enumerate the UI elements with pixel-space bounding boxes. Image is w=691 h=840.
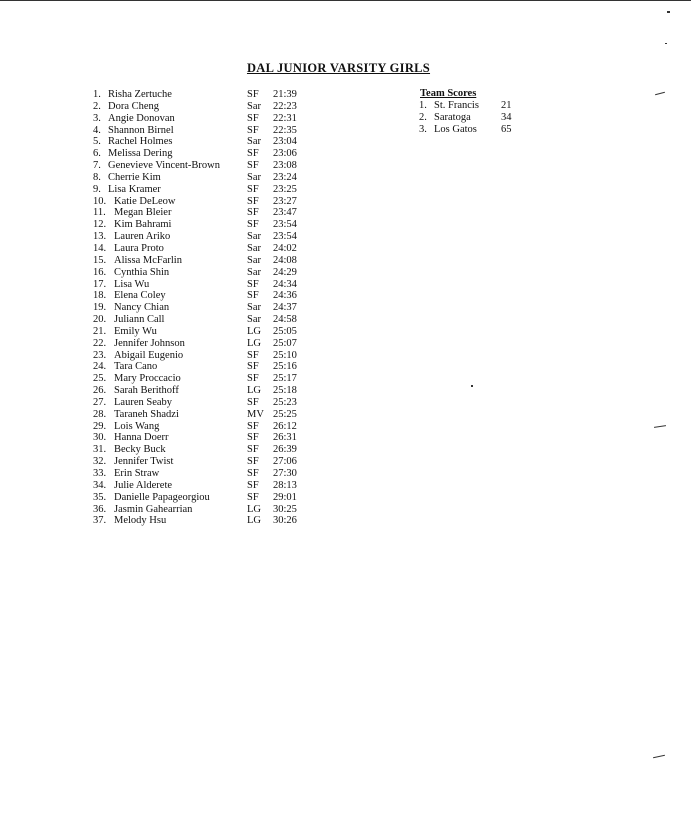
runner-name: Alissa McFarlin — [114, 254, 182, 266]
runner-name: Jennifer Twist — [114, 456, 174, 468]
runner-name: Cherrie Kim — [108, 171, 161, 183]
page-top-edge — [0, 0, 691, 1]
runner-team: SF — [247, 278, 259, 290]
runner-time: 24:02 — [273, 242, 297, 254]
result-place: 33. — [93, 468, 107, 479]
runner-time: 30:25 — [273, 503, 297, 515]
team-score-points: 34 — [501, 112, 512, 123]
runner-team: SF — [247, 396, 259, 408]
runner-name: Emily Wu — [114, 325, 157, 337]
runner-team: Sar — [247, 266, 261, 278]
runner-time: 25:25 — [273, 408, 297, 420]
result-place: 29. — [93, 420, 107, 432]
runner-team: LG — [247, 337, 261, 349]
scan-mark — [667, 11, 670, 13]
runner-team: SF — [247, 361, 259, 373]
runner-name: Melissa Dering — [108, 148, 173, 160]
runner-team: LG — [247, 325, 261, 337]
runner-time: 23:54 — [273, 231, 297, 243]
runner-name: Becky Buck — [114, 444, 166, 456]
result-place: 36. — [93, 503, 107, 515]
result-place: 22. — [93, 337, 107, 349]
runner-time: 23:47 — [273, 207, 297, 219]
runner-team: Sar — [247, 254, 261, 266]
runner-team: SF — [247, 290, 259, 302]
page-title: DAL JUNIOR VARSITY GIRLS — [246, 61, 431, 75]
runner-time: 25:16 — [273, 361, 297, 373]
runner-name: Nancy Chian — [114, 302, 170, 314]
runner-time: 25:17 — [273, 373, 297, 385]
runner-name: Julie Alderete — [114, 479, 173, 491]
runner-team: MV — [247, 408, 264, 420]
runner-name: Elena Coley — [114, 290, 166, 302]
result-place: 14. — [93, 242, 107, 254]
runner-time: 25:07 — [273, 337, 297, 349]
result-place: 10. — [93, 195, 107, 207]
result-place: 19. — [93, 302, 107, 314]
runner-time: 27:06 — [273, 456, 297, 468]
runner-team: Sar — [247, 242, 261, 254]
runner-time: 26:31 — [273, 432, 297, 444]
runner-time: 25:23 — [273, 396, 297, 408]
runner-name: Tara Cano — [114, 361, 158, 373]
result-place: 7. — [93, 160, 101, 172]
runner-team: SF — [247, 456, 259, 468]
runner-name: Lois Wang — [114, 420, 160, 432]
result-place: 28. — [93, 408, 107, 420]
result-place: 3. — [93, 112, 101, 124]
result-place: 5. — [93, 136, 101, 148]
runner-team: LG — [247, 503, 261, 515]
team-score-row — [419, 100, 529, 112]
runner-time: 25:18 — [273, 385, 297, 397]
runner-time: 24:34 — [273, 278, 297, 290]
runner-team: Sar — [247, 302, 261, 314]
runner-name: Danielle Papageorgiou — [114, 491, 210, 503]
runner-team: SF — [247, 491, 259, 503]
runner-team: SF — [247, 183, 259, 195]
runner-time: 23:27 — [273, 195, 297, 207]
team-score-row — [419, 112, 529, 124]
runner-time: 23:54 — [273, 219, 297, 231]
runner-team: SF — [247, 160, 259, 172]
runner-name: Lisa Kramer — [108, 183, 161, 195]
runner-time: 24:58 — [273, 314, 297, 326]
runner-team: SF — [247, 432, 259, 444]
scan-mark — [655, 92, 665, 95]
runner-name: Shannon Birnel — [108, 124, 174, 136]
runner-team: SF — [247, 420, 259, 432]
runner-team: SF — [247, 89, 259, 100]
runner-name: Lisa Wu — [114, 278, 150, 290]
result-place: 25. — [93, 373, 107, 385]
runner-name: Rachel Holmes — [108, 136, 173, 148]
result-place: 13. — [93, 231, 107, 243]
runner-time: 24:29 — [273, 266, 297, 278]
runner-time: 27:30 — [273, 468, 297, 479]
runner-name: Kim Bahrami — [114, 219, 172, 231]
runner-name: Hanna Doerr — [114, 432, 169, 444]
result-place: 23. — [93, 349, 107, 361]
runner-time: 29:01 — [273, 491, 297, 503]
runner-name: Juliann Call — [114, 314, 165, 326]
team-scores-panel — [419, 88, 529, 136]
runner-team: SF — [247, 207, 259, 219]
result-place: 9. — [93, 183, 101, 195]
scan-mark — [665, 43, 667, 44]
result-place: 11. — [93, 207, 106, 219]
scan-mark — [471, 385, 473, 387]
result-place: 24. — [93, 361, 107, 373]
runner-name: Sarah Berithoff — [114, 385, 179, 397]
team-score-points: 21 — [501, 100, 512, 111]
runner-name: Erin Straw — [114, 468, 160, 479]
runner-team: Sar — [247, 171, 261, 183]
runner-time: 21:39 — [273, 89, 297, 100]
runner-time: 25:10 — [273, 349, 297, 361]
result-place: 8. — [93, 171, 101, 183]
runner-name: Dora Cheng — [108, 100, 160, 112]
team-score-school: Los Gatos — [434, 124, 477, 135]
runner-time: 26:39 — [273, 444, 297, 456]
result-place: 16. — [93, 266, 107, 278]
result-place: 26. — [93, 385, 107, 397]
result-place: 6. — [93, 148, 101, 160]
result-place: 31. — [93, 444, 107, 456]
runner-time: 22:35 — [273, 124, 297, 136]
runner-name: Cynthia Shin — [114, 266, 170, 278]
result-place: 34. — [93, 479, 107, 491]
result-place: 2. — [93, 100, 101, 112]
runner-team: LG — [247, 515, 261, 527]
runner-time: 24:37 — [273, 302, 297, 314]
runner-name: Laura Proto — [114, 242, 164, 254]
result-place: 35. — [93, 491, 107, 503]
runner-team: SF — [247, 479, 259, 491]
runner-team: SF — [247, 373, 259, 385]
runner-name: Lauren Ariko — [114, 231, 171, 243]
scan-mark — [653, 755, 665, 758]
scan-mark — [654, 425, 666, 428]
runner-time: 23:25 — [273, 183, 297, 195]
runner-team: SF — [247, 444, 259, 456]
runner-team: Sar — [247, 136, 261, 148]
runner-team: SF — [247, 195, 259, 207]
runner-name: Risha Zertuche — [108, 89, 172, 100]
runner-team: SF — [247, 124, 259, 136]
runner-team: SF — [247, 349, 259, 361]
runner-team: LG — [247, 385, 261, 397]
team-score-row — [419, 124, 529, 136]
runner-time: 28:13 — [273, 479, 297, 491]
runner-name: Mary Proccacio — [114, 373, 181, 385]
runner-team: Sar — [247, 100, 261, 112]
runner-time: 23:08 — [273, 160, 297, 172]
result-place: 4. — [93, 124, 101, 136]
runner-time: 26:12 — [273, 420, 297, 432]
runner-name: Melody Hsu — [114, 515, 167, 527]
team-scores-header: Team Scores — [420, 88, 477, 99]
runner-name: Abigail Eugenio — [114, 349, 184, 361]
result-place: 12. — [93, 219, 107, 231]
team-score-school: Saratoga — [434, 112, 471, 123]
result-place: 18. — [93, 290, 107, 302]
runner-team: SF — [247, 468, 259, 479]
result-place: 21. — [93, 325, 107, 337]
runner-time: 24:08 — [273, 254, 297, 266]
runner-name: Genevieve Vincent-Brown — [108, 160, 221, 172]
runner-time: 22:23 — [273, 100, 297, 112]
team-score-place: 1. — [419, 100, 427, 111]
result-place: 15. — [93, 254, 107, 266]
runner-name: Megan Bleier — [114, 207, 172, 219]
runner-name: Taraneh Shadzi — [114, 408, 179, 420]
runner-team: SF — [247, 148, 259, 160]
runner-time: 25:05 — [273, 325, 297, 337]
runner-team: Sar — [247, 314, 261, 326]
team-score-place: 2. — [419, 112, 427, 123]
runner-time: 23:24 — [273, 171, 297, 183]
runner-time: 22:31 — [273, 112, 297, 124]
result-place: 17. — [93, 278, 107, 290]
result-place: 30. — [93, 432, 107, 444]
runner-name: Katie DeLeow — [114, 195, 176, 207]
team-score-points: 65 — [501, 124, 512, 135]
runner-time: 30:26 — [273, 515, 297, 527]
runner-time: 23:06 — [273, 148, 297, 160]
runner-team: SF — [247, 112, 259, 124]
result-place: 20. — [93, 314, 107, 326]
team-score-school: St. Francis — [434, 100, 479, 111]
runner-time: 24:36 — [273, 290, 297, 302]
runner-team: SF — [247, 219, 259, 231]
runner-name: Jasmin Gahearrian — [114, 503, 193, 515]
team-score-place: 3. — [419, 124, 427, 135]
result-place: 27. — [93, 396, 107, 408]
runner-name: Jennifer Johnson — [114, 337, 185, 349]
result-place: 37. — [93, 515, 107, 527]
runner-team: Sar — [247, 231, 261, 243]
runner-name: Lauren Seaby — [114, 396, 173, 408]
result-place: 32. — [93, 456, 107, 468]
runner-time: 23:04 — [273, 136, 297, 148]
runner-name: Angie Donovan — [108, 112, 175, 124]
result-place: 1. — [93, 89, 101, 100]
